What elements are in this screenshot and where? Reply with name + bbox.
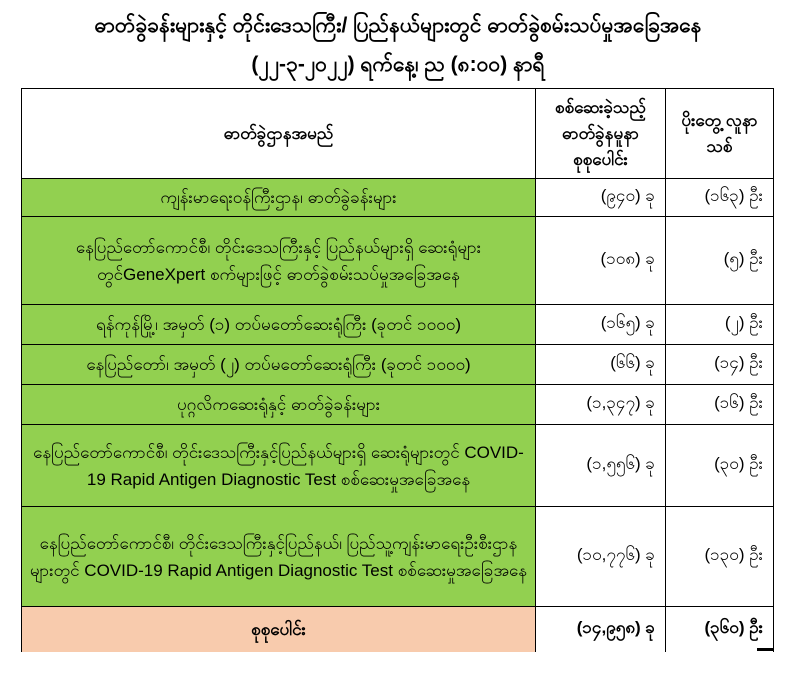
lab-name-cell: နေပြည်တော်ကောင်စီ၊ တိုင်းဒေသကြီးနှင့်ပြည်နယ်၊ ပြည်သူ့ကျန်းမာရေးဦးစီးဌာနများတွင် COVID-19 Rapid Antigen Diagnostic Test စစ်ဆေးမှုအခြေအနေ xyxy=(22,507,536,607)
page-title-line1: ဓာတ်ခွဲခန်းများနှင့် တိုင်းဒေသကြီး/ ပြည်နယ်များတွင် ဓာတ်ခွဲစမ်းသပ်မှုအခြေအနေ xyxy=(94,14,702,37)
positives-count-cell: (၁၃၀) ဦး xyxy=(666,507,774,607)
lab-name-cell: ပုဂ္ဂလိကဆေးရုံနှင့် ဓာတ်ခွဲခန်းများ xyxy=(22,385,536,425)
samples-count-cell: (၁,၅၅၆) ခု xyxy=(536,425,666,507)
samples-count-cell: (၁,၃၄၇) ခု xyxy=(536,385,666,425)
total-row xyxy=(22,607,774,652)
table-row xyxy=(22,217,774,305)
page-title xyxy=(0,0,796,84)
samples-count-cell: (၉၄၀) ခု xyxy=(536,179,666,217)
total-samples-cell: (၁၄,၉၅၈) ခု xyxy=(536,607,666,652)
header-name-cell: ဓာတ်ခွဲဌာနအမည် xyxy=(22,89,536,179)
lab-name-cell: နေပြည်တော်ကောင်စီ၊ တိုင်းဒေသကြီးနှင့် ပြည်နယ်များရှိ ဆေးရုံများတွင်GeneXpert စက်များဖြင့် ဓာတ်ခွဲစမ်းသပ်မှုအခြေအနေ xyxy=(22,217,536,305)
table-row xyxy=(22,507,774,607)
positives-count-cell: (၁၄) ဦး xyxy=(666,345,774,385)
lab-name-cell: ကျန်းမာရေးဝန်ကြီးဌာန၊ ဓာတ်ခွဲခန်းများ xyxy=(22,179,536,217)
total-positives-cell: (၃၆၀) ဦး xyxy=(666,607,774,652)
samples-count-cell: (၁၀,၇၇၆) ခု xyxy=(536,507,666,607)
table-row xyxy=(22,179,774,217)
positives-count-cell: (၃၀) ဦး xyxy=(666,425,774,507)
table-row xyxy=(22,385,774,425)
table-row xyxy=(22,305,774,345)
table-row xyxy=(22,345,774,385)
lab-name-cell: နေပြည်တော်၊ အမှတ် (၂) တပ်မတော်ဆေးရုံကြီး (ခုတင် ၁၀၀၀) xyxy=(22,345,536,385)
positives-count-cell: (၅) ဦး xyxy=(666,217,774,305)
positives-count-cell: (၁၆) ဦး xyxy=(666,385,774,425)
header-row xyxy=(22,89,774,179)
positives-count-cell: (၁၆၃) ဦး xyxy=(666,179,774,217)
lab-name-cell: နေပြည်တော်ကောင်စီ၊ တိုင်းဒေသကြီးနှင့်ပြည်နယ်များရှိ ဆေးရုံများတွင် COVID-19 Rapid Antigen Diagnostic Test စစ်ဆေးမှုအခြေအနေ xyxy=(22,425,536,507)
header-positives-cell: ပိုးတွေ့ လူနာသစ် xyxy=(666,89,774,179)
positives-count-cell: (၂) ဦး xyxy=(666,305,774,345)
page-title-line2: (၂၂-၃-၂၀၂၂) ရက်နေ့၊ ည (၈:၀၀) နာရီ xyxy=(251,53,545,76)
table-bottom-corner-mark xyxy=(757,648,773,651)
total-label-cell: စုစုပေါင်း xyxy=(22,607,536,652)
samples-count-cell: (၁၆၅) ခု xyxy=(536,305,666,345)
results-table xyxy=(21,88,774,652)
table-row xyxy=(22,425,774,507)
samples-count-cell: (၆၆) ခု xyxy=(536,345,666,385)
lab-name-cell: ရန်ကုန်မြို့၊ အမှတ် (၁) တပ်မတော်ဆေးရုံကြီး (ခုတင် ၁၀၀၀) xyxy=(22,305,536,345)
samples-count-cell: (၁၀၈) ခု xyxy=(536,217,666,305)
header-samples-cell: စစ်ဆေးခဲ့သည့် ဓာတ်ခွဲနမူနာ စုစုပေါင်း xyxy=(536,89,666,179)
